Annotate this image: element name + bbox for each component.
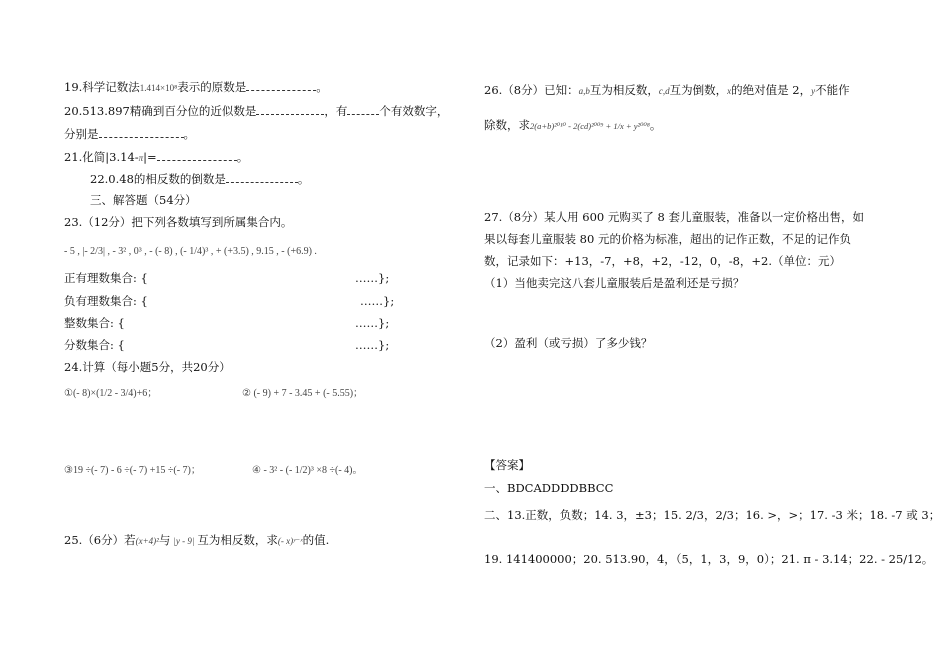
set-fractions xyxy=(64,338,125,353)
q25-tail: 的值. xyxy=(302,533,330,547)
q25-text: 25.（6分）若 xyxy=(64,533,136,547)
q19-end: 。 xyxy=(316,80,328,94)
answers-heading: 【答案】 xyxy=(484,458,530,472)
calc-1: ①(- 8)×(1/2 - 3/4)+6； xyxy=(64,388,158,399)
q19-answer-blank[interactable] xyxy=(246,80,316,91)
question-20 xyxy=(64,104,448,119)
set-label: 正有理数集合: { xyxy=(64,271,148,285)
q26-ab: a,b xyxy=(578,86,590,96)
q27-line-2: 果以每套儿童服装 80 元的价格为标准，超出的记作正数，不足的记作负 xyxy=(484,232,851,246)
question-26 xyxy=(484,83,850,99)
answers-section-1: 一、BDCADDDDBBCC xyxy=(484,481,614,495)
q21-end: 。 xyxy=(236,150,249,164)
q25-math-2: |y - 9| xyxy=(173,536,195,546)
q25-math-3: (- x)ʸ⁻ˣ xyxy=(277,536,303,546)
question-19 xyxy=(64,80,328,96)
q20-end: 。 xyxy=(183,127,195,141)
q27-line-3: 数，记录如下：+13，-7，+8，+2，-12，0，-8，+2.（单位：元） xyxy=(484,254,842,268)
question-26-line2 xyxy=(484,118,661,134)
calc-2: ② (- 9) + 7 - 3.45 + (- 5.55)； xyxy=(242,388,364,399)
q20-mid: ，有 xyxy=(324,104,348,118)
q20-tail: 个有效数字， xyxy=(379,104,449,118)
q26-text: 26.（8分）已知： xyxy=(484,83,579,97)
section-3-heading: 三、解答题（54分） xyxy=(90,193,197,207)
q25-mid: 与 xyxy=(158,533,171,547)
q21-tail: |= xyxy=(143,150,157,164)
set-negative-rational-end: ……}; xyxy=(360,294,395,308)
q27-part-2: （2）盈利（或亏损）了多少钱？ xyxy=(484,336,653,350)
q23-numbers: - 5 , |- 2/3| , - 3² , 0³ , - (- 8) , (- 1/4)³ , + (+3.5) , 9.15 , - (+6.9) . xyxy=(64,246,317,257)
question-20-line2 xyxy=(64,127,195,142)
q19-tail: 表示的原数是 xyxy=(177,80,247,94)
q27-line-1: 27.（8分）某人用 600 元购买了 8 套儿童服装，准备以一定价格出售，如 xyxy=(484,210,864,224)
q20-answer-blank-1[interactable] xyxy=(256,104,324,115)
q22-answer-blank[interactable] xyxy=(226,172,298,183)
set-integers-end: ……}; xyxy=(355,316,390,330)
question-21 xyxy=(64,150,248,166)
q25-mid2: 互为相反数，求 xyxy=(197,533,278,547)
q26-expression: 2(a+b)²⁰¹⁰ - 2(cd)²⁰⁰⁹ + 1/x + y²⁰⁰⁸ xyxy=(530,121,650,131)
question-22 xyxy=(90,172,309,187)
q19-math: 1.414×10⁸ xyxy=(139,83,178,93)
set-label: 整数集合: { xyxy=(64,316,125,330)
q26-t3: 的绝对值是 2， xyxy=(731,83,812,97)
q22-text: 22.0.48的相反数的倒数是 xyxy=(90,172,226,186)
q21-pi: π xyxy=(138,153,144,163)
q26-cd: c,d xyxy=(658,86,670,96)
q26-end: 。 xyxy=(649,118,662,132)
q22-end: 。 xyxy=(297,172,310,186)
calc-4: ④ - 3² - (- 1/2)³ ×8 ÷(- 4)。 xyxy=(252,465,363,476)
q20-answer-blank-2[interactable] xyxy=(347,104,379,115)
calc-3: ③19 ÷(- 7) - 6 ÷(- 7) +15 ÷(- 7)； xyxy=(64,465,201,476)
question-23: 23.（12分）把下列各数填写到所属集合内。 xyxy=(64,215,293,229)
set-fractions-end: ……}; xyxy=(355,338,390,352)
set-label: 负有理数集合: { xyxy=(64,294,148,308)
set-label: 分数集合: { xyxy=(64,338,125,352)
q21-text: 21.化简|3.14- xyxy=(64,150,139,164)
q26-t1: 互为相反数， xyxy=(589,83,659,97)
q27-part-1: （1）当他卖完这八套儿童服装后是盈利还是亏损？ xyxy=(484,276,745,290)
set-negative-rational xyxy=(64,294,148,309)
q26-t4: 不能作 xyxy=(815,83,850,97)
q25-math-1: (x+4)² xyxy=(135,536,159,546)
q20-line2: 分别是 xyxy=(64,127,99,141)
q26-y: y xyxy=(811,86,816,96)
question-24: 24.计算（每小题5分，共20分） xyxy=(64,360,231,374)
answers-section-3: 19. 141400000；20. 513.90，4，（5，1，3，9，0）；21. π - 3.14；22. - 25/12。 xyxy=(484,552,934,566)
set-positive-rational-end: ……}; xyxy=(355,271,390,285)
q21-answer-blank[interactable] xyxy=(157,150,237,161)
set-positive-rational xyxy=(64,271,148,286)
q26-x: x xyxy=(727,86,732,96)
q19-text: 19.科学记数法 xyxy=(64,80,140,94)
q20-text: 20.513.897精确到百分位的近似数是 xyxy=(64,104,257,118)
q20-answer-blank-3[interactable] xyxy=(99,127,184,138)
q26-t2: 互为倒数， xyxy=(669,83,728,97)
q26-line2: 除数，求 xyxy=(484,118,530,132)
answers-section-2: 二、13.正数，负数；14. 3，±3；15. 2/3，2/3；16. >，>；17. -3 米；18. -7 或 3； xyxy=(484,508,941,522)
question-25 xyxy=(64,533,329,549)
set-integers xyxy=(64,316,125,331)
